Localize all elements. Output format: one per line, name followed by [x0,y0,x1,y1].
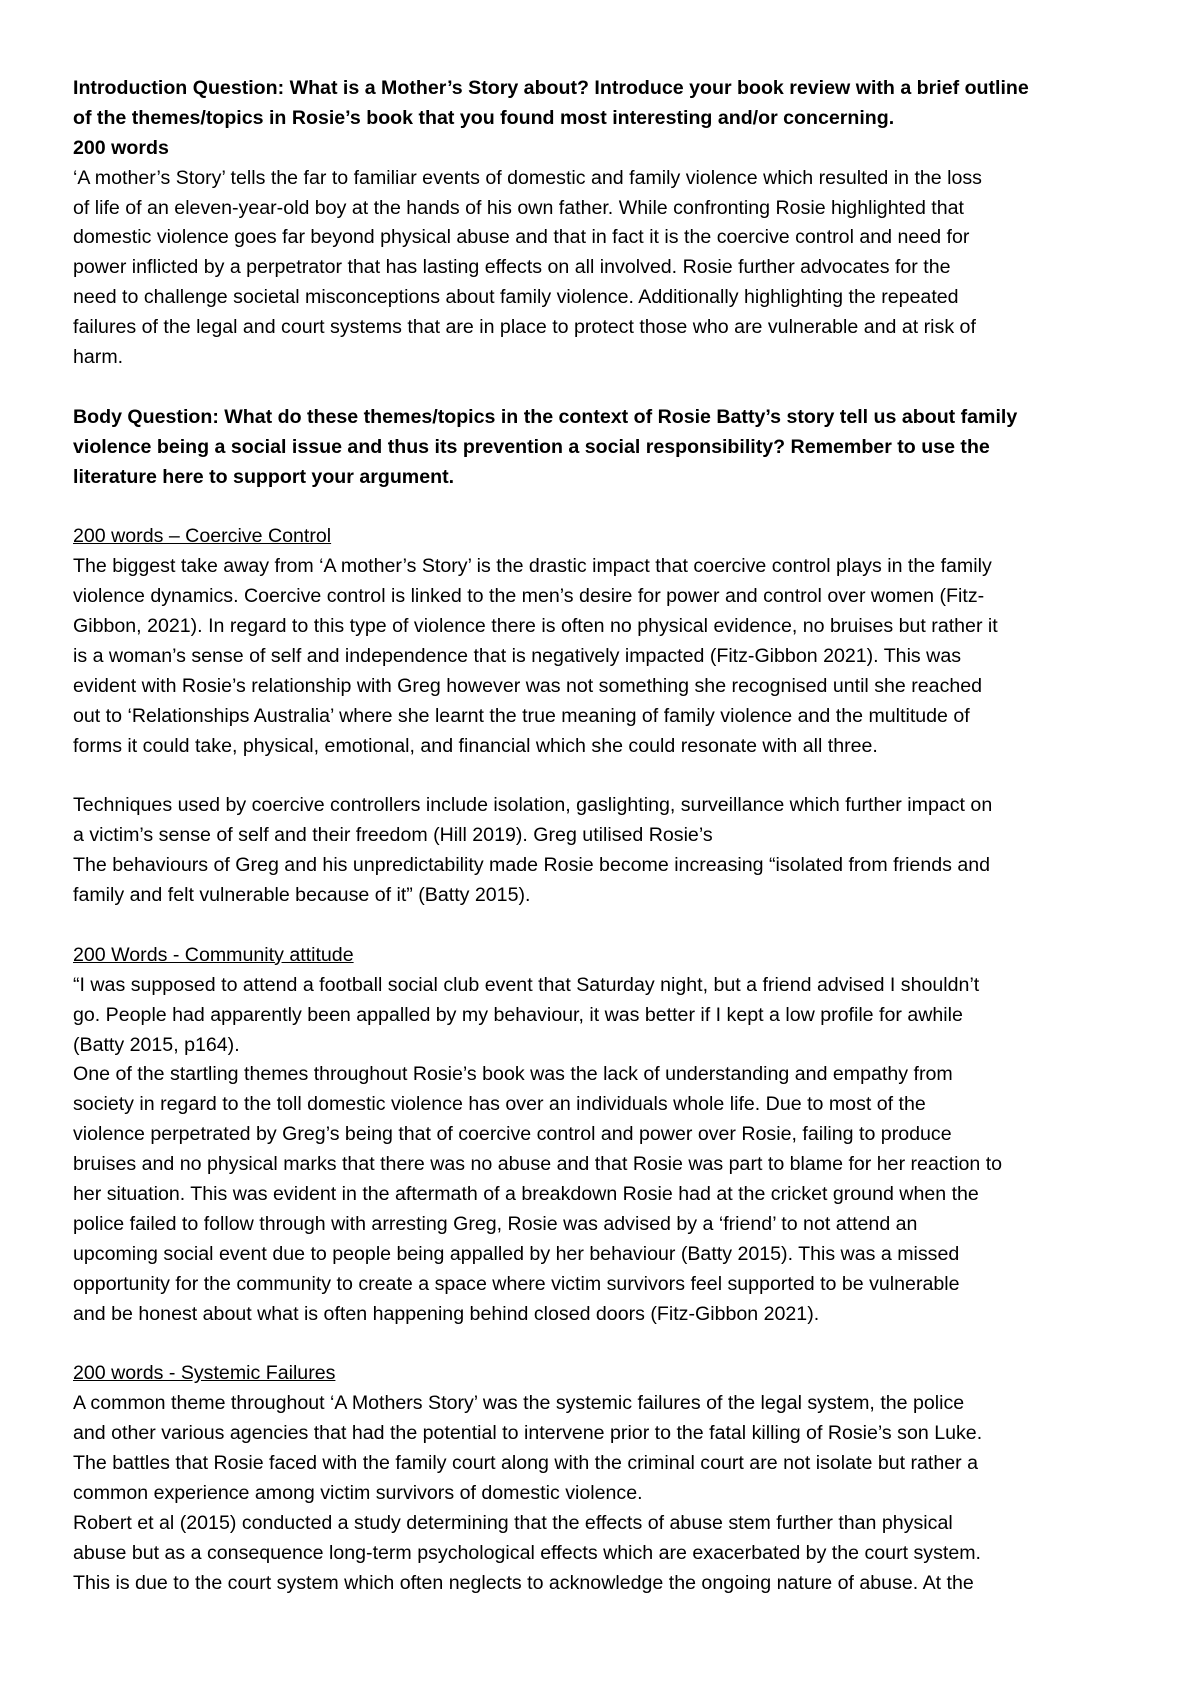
section-heading-coercive-control [73,522,1135,552]
intro-question [73,74,1135,134]
text-line: of life of an eleven-year-old boy at the hands of his own father. While confronting Rosie highlighted that [73,196,964,219]
heading-text: 200 words - Systemic Failures [73,1362,336,1385]
text-line: violence perpetrated by Greg’s being that of coercive control and power over Rosie, failing to produce [73,1123,952,1146]
text-line: go. People had apparently been appalled by my behaviour, it was better if I kept a low profile for awhile [73,1003,963,1026]
text-line: violence dynamics. Coercive control is linked to the men’s desire for power and control over women (Fitz- [73,585,985,608]
document-content [73,74,1135,1598]
text-line: forms it could take, physical, emotional, and financial which she could resonate with all three. [73,734,878,757]
community-paragraph [73,971,1135,1330]
text-line: Introduction Question: What is a Mother’s Story about? Introduce your book review with a brief outline [73,77,1029,99]
text-line: This is due to the court system which often neglects to acknowledge the ongoing nature of abuse. At the [73,1571,974,1594]
text-line: violence being a social issue and thus its prevention a social responsibility? Remember to use the [73,435,990,458]
text-line: (Batty 2015, p164). [73,1033,240,1056]
coercive-paragraph-1 [73,552,1135,761]
text-line: failures of the legal and court systems that are in place to protect those who are vulnerable and at risk of [73,316,976,339]
text-line: bruises and no physical marks that there was no abuse and that Rosie was part to blame for her reaction to [73,1153,1003,1176]
text-line: society in regard to the toll domestic violence has over an individuals whole life. Due to most of the [73,1093,926,1116]
text-line: of the themes/topics in Rosie’s book that you found most interesting and/or concerning. [73,106,895,129]
text-line: a victim’s sense of self and their freedom (Hill 2019). Greg utilised Rosie’s [73,824,713,847]
text-line: Robert et al (2015) conducted a study determining that the effects of abuse stem further than physical [73,1511,953,1534]
text-line: Body Question: What do these themes/topics in the context of Rosie Batty’s story tell us about family [73,405,1018,428]
text-line: A common theme throughout ‘A Mothers Story’ was the systemic failures of the legal system, the police [73,1392,965,1415]
text-line: and be honest about what is often happening behind closed doors (Fitz-Gibbon 2021). [73,1302,820,1325]
text-line: literature here to support your argument. [73,465,455,488]
text-line: upcoming social event due to people being appalled by her behaviour (Batty 2015). This was a missed [73,1242,960,1265]
text-line: opportunity for the community to create a space where victim survivors feel supported to be vulnerable [73,1272,960,1295]
text-line: One of the startling themes throughout Rosie’s book was the lack of understanding and empathy from [73,1063,953,1086]
text-line: and other various agencies that had the potential to intervene prior to the fatal killing of Rosie’s son Luke. [73,1422,983,1445]
text-line: evident with Rosie’s relationship with Greg however was not something she recognised until she reached [73,674,983,697]
text-line: The behaviours of Greg and his unpredictability made Rosie become increasing “isolated from friends and [73,854,991,877]
blank-line [73,911,1135,941]
text-line: common experience among victim survivors of domestic violence. [73,1481,643,1504]
intro-word-count: 200 words [73,136,169,159]
text-line: abuse but as a consequence long-term psychological effects which are exacerbated by the court system. [73,1541,981,1564]
coercive-paragraph-2 [73,791,1135,911]
text-line: her situation. This was evident in the aftermath of a breakdown Rosie had at the cricket ground when the [73,1182,979,1205]
body-question [73,403,1135,493]
text-line: The biggest take away from ‘A mother’s Story’ is the drastic impact that coercive control plays in the family [73,555,992,578]
systemic-paragraph [73,1389,1135,1598]
text-line: The battles that Rosie faced with the family court along with the criminal court are not isolate but rather a [73,1451,979,1474]
text-line: ‘A mother’s Story’ tells the far to familiar events of domestic and family violence which resulted in the loss [73,166,982,189]
blank-line [73,1329,1135,1359]
text-line: is a woman’s sense of self and independence that is negatively impacted (Fitz-Gibbon 2021). This was [73,644,962,667]
text-line: police failed to follow through with arresting Greg, Rosie was advised by a ‘friend’ to not attend an [73,1212,918,1235]
text-line: harm. [73,346,124,369]
intro-paragraph [73,164,1135,373]
text-line: need to challenge societal misconceptions about family violence. Additionally highlighting the repeated [73,286,959,309]
text-line: Gibbon, 2021). In regard to this type of violence there is often no physical evidence, no bruises but rather it [73,615,998,638]
blank-line [73,373,1135,403]
blank-line [73,492,1135,522]
text-line: power inflicted by a perpetrator that has lasting effects on all involved. Rosie further advocates for the [73,256,951,279]
heading-text: 200 words – Coercive Control [73,525,332,548]
text-line: “I was supposed to attend a football social club event that Saturday night, but a friend advised I shouldn’t [73,973,980,996]
blank-line [73,761,1135,791]
heading-text: 200 Words - Community attitude [73,943,354,966]
text-line: family and felt vulnerable because of it” (Batty 2015). [73,884,531,907]
text-line: domestic violence goes far beyond physical abuse and that in fact it is the coercive control and need for [73,226,970,249]
section-heading-community-attitude [73,941,1135,971]
text-line: Techniques used by coercive controllers include isolation, gaslighting, surveillance which further impact on [73,794,993,817]
section-heading-systemic-failures [73,1359,1135,1389]
text-line: out to ‘Relationships Australia’ where she learnt the true meaning of family violence and the multitude of [73,704,970,727]
